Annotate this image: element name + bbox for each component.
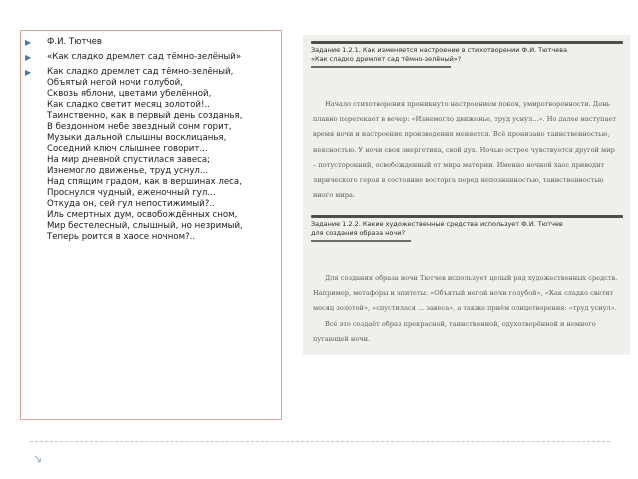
header-rule bbox=[311, 240, 411, 242]
poem-line: Теперь роится в хаосе ночном?.. bbox=[47, 232, 196, 242]
poem-line: Мир бестелесный, слышный, но незримый, bbox=[47, 221, 243, 231]
bullet-author bbox=[21, 37, 283, 48]
poem-line: В бездонном небе звездный сонм горит, bbox=[47, 122, 232, 132]
task-header-2 bbox=[311, 215, 623, 242]
paragraph-1 bbox=[313, 97, 623, 203]
paragraph-line: время ночи и настроение произведения меняется. Всё пронизано таинственностью, bbox=[313, 130, 610, 139]
poem-line: Над спящим градом, как в вершинах леса, bbox=[47, 177, 242, 187]
paragraph-line: Начало стихотворения проникнуто настроением покоя, умиротворенности. День bbox=[325, 100, 611, 108]
poem-line: Как сладко светит месяц золотой!.. bbox=[47, 100, 210, 110]
bullet-title bbox=[21, 52, 283, 63]
poem-text bbox=[47, 67, 283, 243]
poem-line: Сквозь яблони, цветами убелённой, bbox=[47, 89, 212, 99]
paragraph-line: Для создания образа ночи Тютчев использует целый ряд художественных средств. bbox=[325, 274, 618, 282]
poem-line: Музыки дальной слышны восклицанья, bbox=[47, 133, 227, 143]
poem-title-text: «Как сладко дремлет сад тёмно-зелёный» bbox=[47, 52, 242, 62]
task-1-line: Задание 1.2.1. Как изменяется настроение в стихотворении Ф.И. Тютчева bbox=[311, 46, 568, 54]
poem-line: На мир дневной спустилася завеса; bbox=[47, 155, 211, 165]
task-header-1 bbox=[311, 41, 623, 68]
poem-line: Объятый негой ночи голубой, bbox=[47, 78, 183, 88]
paragraph-line: Всё это создаёт образ прекрасной, таинственной, одухотворённой и немного bbox=[325, 319, 596, 328]
paragraph-line: Например, метафоры и эпитеты: «Объятый негой ночи голубой», «Как сладко светит bbox=[313, 289, 614, 298]
paragraph-line: неясностью. У ночи своя энергетика, свой дух. Ночью острее чувствуется другой мир bbox=[313, 145, 615, 154]
poem-line: Изнемогло движенье, труд уснул... bbox=[47, 166, 209, 176]
poem-line: Соседний ключ слышнее говорит... bbox=[47, 144, 208, 154]
footer-divider bbox=[30, 441, 610, 442]
paragraph-2 bbox=[313, 271, 623, 347]
header-rule bbox=[311, 41, 623, 44]
poem-line: Таинственно, как в первый день созданья, bbox=[47, 111, 243, 121]
paragraph-line: плавно перетекает в вечер: «Изнемогло движенье, труд уснул...». Но далее наступает bbox=[313, 115, 617, 124]
paragraph-line: – потусторонний, освобожденный от мира материи. Именно ночной хаос приводит bbox=[313, 160, 605, 169]
author-text: Ф.И. Тютчев bbox=[47, 37, 102, 47]
task-2-line: Задание 1.2.2. Какие художественные средства использует Ф.И. Тютчев bbox=[311, 220, 563, 228]
paragraph-line: лирического героя в состояние восторга перед непознанностью, таинственностью bbox=[313, 176, 604, 185]
corner-arrow-icon: ↘ bbox=[33, 452, 43, 465]
poem-line: Проснулся чудный, еженочный гул... bbox=[47, 188, 216, 198]
bullet-arrow-icon: ▶ bbox=[25, 53, 32, 62]
header-rule bbox=[311, 215, 623, 218]
task-1-line: «Как сладко дремлет сад тёмно-зелёный»? bbox=[311, 55, 462, 63]
poem-line: Иль смертных дум, освобождённых сном, bbox=[47, 210, 238, 220]
bullet-poem bbox=[21, 67, 283, 243]
bullet-arrow-icon: ▶ bbox=[25, 38, 32, 47]
paragraph-line: месяц золотой», «спустилася ... завеса», а также приём олицетворения: «труд уснул». bbox=[313, 304, 617, 313]
poem-line: Откуда он, сей гул непостижимый?.. bbox=[47, 199, 215, 209]
task-2-line: для создания образа ночи? bbox=[311, 229, 405, 237]
paragraph-line: иного мира. bbox=[313, 191, 356, 200]
poem-line: Как сладко дремлет сад тёмно-зелёный, bbox=[47, 67, 234, 77]
bullet-list bbox=[21, 37, 283, 247]
bullet-arrow-icon: ▶ bbox=[25, 68, 32, 77]
paragraph-line: пугающей ночи. bbox=[313, 334, 371, 343]
text-panel bbox=[20, 30, 282, 420]
scanned-page-image bbox=[303, 35, 630, 355]
header-rule bbox=[311, 66, 451, 68]
